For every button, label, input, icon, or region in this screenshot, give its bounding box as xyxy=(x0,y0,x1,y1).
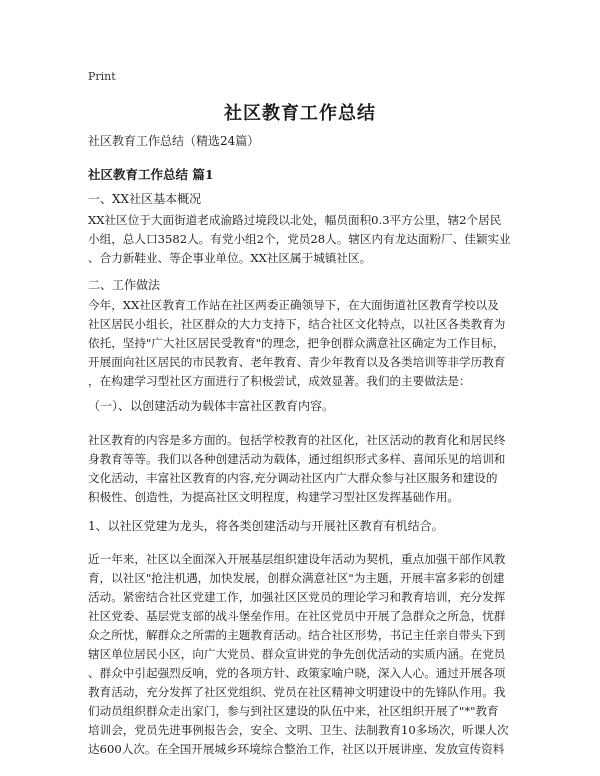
section2-heading: 二、工作做法 xyxy=(88,278,161,292)
point1-heading: 1、以社区党建为龙头，将各类创建活动与开展社区教育有机结合。 xyxy=(88,519,444,533)
subsection1-heading: （一）、以创建活动为载体丰富社区教育内容。 xyxy=(88,399,335,413)
text-line: 开展面向社区居民的市民教育、老年教育、青少年教育以及各类培训等非学历教育 xyxy=(88,355,506,369)
text-line: 培训会，党员先进事例报告会，安全、文明、卫生、法制教育10多场次，听课人次 xyxy=(88,723,509,737)
text-line: 积极性、创造性，为提高社区文明程度，构建学习型社区发挥基础作用。 xyxy=(88,490,460,504)
text-line: ，在构建学习型社区方面进行了积极尝试，成效显著。我们的主要做法是： xyxy=(88,374,471,388)
paragraph-party-building xyxy=(88,550,518,759)
paragraph-approach xyxy=(88,296,518,391)
text-line: 文化活动，丰富社区教育的内容,充分调动社区内广大群众参与社区服务和建设的 xyxy=(88,471,498,485)
text-line: XX社区位于大面街道老成渝路过境段以北处，幅员面积0.3平方公里，辖2个居民 xyxy=(88,213,502,227)
text-line: 辖区单位居民小区，向广大党员、群众宣讲党的争先创优活动的实质内涵。在党员 xyxy=(88,647,506,661)
text-line: 众之所忧，解群众之所需的主题教育活动。结合社区形势，书记主任亲自带头下到 xyxy=(88,628,506,642)
document-subtitle: 社区教育工作总结（精选24篇） xyxy=(88,134,260,148)
page-title: 社区教育工作总结 xyxy=(224,103,376,124)
text-line: 依托，坚持"广大社区居民受教育"的理念，把争创群众满意社区确定为工作目标， xyxy=(88,336,505,350)
paragraph-content xyxy=(88,431,518,507)
text-line: 育，以社区"抢注机遇，加快发展，创群众满意社区"为主题，开展丰富多彩的创建 xyxy=(88,571,505,585)
paragraph-overview xyxy=(88,211,518,268)
text-line: 、群众中引起强烈反响，党的各项方针、政策家喻户晓，深入人心。通过开展各项 xyxy=(88,666,506,680)
text-line: 社区党委、基层党支部的战斗堡垒作用。在社区党员中开展了急群众之所急，忧群 xyxy=(88,609,506,623)
text-line: 今年，XX社区教育工作站在社区两委正确领导下，在大面街道社区教育学校以及 xyxy=(88,298,499,312)
print-label[interactable]: Print xyxy=(88,70,116,83)
text-line: 达600人次。在全国开展城乡环境综合整治工作，社区以开展讲座、发放宣传资料 xyxy=(88,742,505,756)
text-line: 教育活动，充分发挥了社区党组织、党员在社区精神文明建设中的先锋队作用。我 xyxy=(88,685,506,699)
text-line: 身教育等等。我们以各种创建活动为载体，通过组织形式多样、喜闻乐见的培训和 xyxy=(88,452,506,466)
text-line: 小组，总人口3582人。有党小组2个，党员28人。辖区内有龙达面粉厂、佳颖实业 xyxy=(88,232,511,246)
text-line: 社区教育的内容是多方面的。包括学校教育的社区化，社区活动的教育化和居民终 xyxy=(88,433,506,447)
text-line: 们动员组织群众走出家门，参与到社区建设的队伍中来，社区组织开展了"*"教育 xyxy=(88,704,499,718)
text-line: 活动。紧密结合社区党建工作，加强社区区党员的理论学习和教育培训，充分发挥 xyxy=(88,590,506,604)
section1-heading: 一、XX社区基本概况 xyxy=(88,192,202,206)
text-line: 社区居民小组长，社区群众的大力支持下，结合社区文化特点，以社区各类教育为 xyxy=(88,317,506,331)
article-heading: 社区教育工作总结 篇1 xyxy=(88,167,214,182)
text-line: 近一年来，社区以全面深入开展基层组织建设年活动为契机，重点加强干部作风教 xyxy=(88,552,506,566)
text-line: 、合力新鞋业、等企事业单位。XX社区属于城镇社区。 xyxy=(88,251,372,265)
